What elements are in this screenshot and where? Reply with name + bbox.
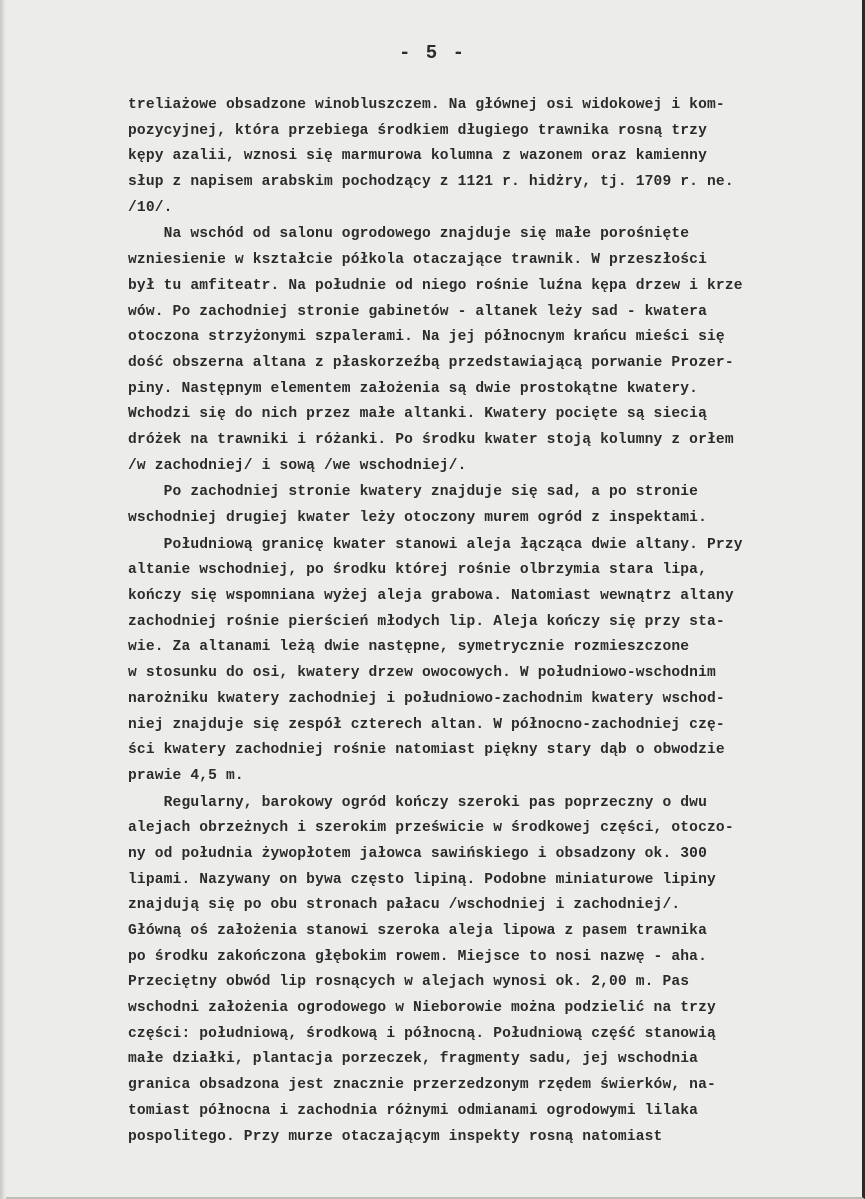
text-line: Po zachodniej stronie kwatery znajduje się sad, a po stronie: [128, 484, 699, 501]
text-line: był tu amfiteatr. Na południe od niego rośnie luźna kępa drzew i krze: [128, 277, 743, 294]
text-line: ści kwatery zachodniej rośnie natomiast piękny stary dąb o obwodzie: [128, 742, 725, 759]
text-line: Główną oś założenia stanowi szeroka aleja lipowa z pasem trawnika: [128, 923, 707, 939]
text-line: Na wschód od salonu ogrodowego znajduje się małe porośnięte: [128, 226, 690, 243]
text-line: tomiast północna i zachodnia różnymi odmianami ogrodowymi lilaka: [128, 1102, 699, 1119]
text-line: wzniesienie w kształcie półkola otaczające trawnik. W przeszłości: [128, 252, 707, 269]
text-line: wie. Za altanami leżą dwie następne, symetrycznie rozmieszczone: [128, 639, 690, 656]
text-line: kępy azalii, wznosi się marmurowa kolumna z wazonem oraz kamienny: [128, 148, 707, 165]
text-line: kończy się wspomniana wyżej aleja grabowa. Natomiast wewnątrz altany: [128, 588, 734, 605]
text-line: po środku zakończona głębokim rowem. Miejsce to nosi nazwę - aha.: [128, 948, 707, 965]
text-line: Wchodzi się do nich przez małe altanki. Kwatery pocięte są siecią: [128, 406, 707, 423]
text-line: zachodniej rośnie pierścień młodych lip. Aleja kończy się przy sta-: [128, 613, 725, 630]
page-number: - 5 -: [398, 42, 466, 64]
text-line: małe działki, plantacja porzeczek, fragmenty sadu, jej wschodnia: [128, 1051, 699, 1068]
page-edge-shadow: [0, 0, 6, 1199]
text-line: alejach obrzeżnych i szerokim prześwicie w środkowej części, otoczo-: [128, 820, 734, 837]
text-line: wschodni założenia ogrodowego w Nieborowie można podzielić na trzy: [128, 1000, 716, 1017]
text-line: lipami. Nazywany on bywa często lipiną. Podobne miniaturowe lipiny: [128, 871, 716, 888]
text-line: pospolitego. Przy murze otaczającym inspekty rosną natomiast: [128, 1128, 663, 1145]
text-line: /w zachodniej/ i sową /we wschodniej/.: [128, 457, 467, 474]
text-line: altanie wschodniej, po środku której rośnie olbrzymia stara lipa,: [128, 562, 707, 579]
text-line: narożniku kwatery zachodniej i południowo-zachodnim kwatery wschod-: [128, 690, 725, 707]
text-line: części: południową, środkową i północną. Południową część stanowią: [128, 1025, 716, 1042]
text-line: Przeciętny obwód lip rosnących w alejach wynosi ok. 2,00 m. Pas: [128, 974, 690, 991]
text-line: /10/.: [128, 199, 173, 216]
text-line: piny. Następnym elementem założenia są dwie prostokątne kwatery.: [128, 380, 699, 397]
text-line: Południową granicę kwater stanowi aleja łącząca dwie altany. Przy: [128, 536, 743, 553]
text-line: w stosunku do osi, kwatery drzew owocowych. W południowo-wschodnim: [128, 665, 716, 682]
text-line: słup z napisem arabskim pochodzący z 1121 r. hidżry, tj. 1709 r. ne.: [128, 174, 734, 191]
text-line: wów. Po zachodniej stronie gabinetów - altanek leży sad - kwatera: [128, 303, 707, 320]
text-line: dość obszerna altana z płaskorzeźbą przedstawiającą porwanie Prozer-: [128, 354, 734, 371]
text-line: znajdują się po obu stronach pałacu /wschodniej i zachodniej/.: [128, 897, 681, 914]
text-line: otoczona strzyżonymi szpalerami. Na jej północnym krańcu mieści się: [128, 329, 725, 346]
text-line: granica obsadzona jest znacznie przerzedzonym rzędem świerków, na-: [128, 1077, 716, 1094]
text-line: niej znajduje się zespół czterech altan. W północno-zachodniej czę-: [128, 716, 725, 733]
body-text: [128, 93, 828, 1150]
text-line: pozycyjnej, która przebiega środkiem długiego trawnika rosną trzy: [128, 122, 707, 139]
text-line: prawie 4,5 m.: [128, 767, 244, 784]
text-line: dróżek na trawniki i różanki. Po środku kwater stoją kolumny z orłem: [128, 431, 734, 448]
text-line: treliażowe obsadzone winobluszczem. Na głównej osi widokowej i kom-: [128, 97, 725, 113]
text-line: Regularny, barokowy ogród kończy szeroki pas poprzeczny o dwu: [128, 794, 707, 811]
text-line: ny od południa żywopłotem jałowca sawińskiego i obsadzony ok. 300: [128, 845, 707, 862]
text-line: wschodniej drugiej kwater leży otoczony murem ogród z inspektami.: [128, 510, 707, 526]
